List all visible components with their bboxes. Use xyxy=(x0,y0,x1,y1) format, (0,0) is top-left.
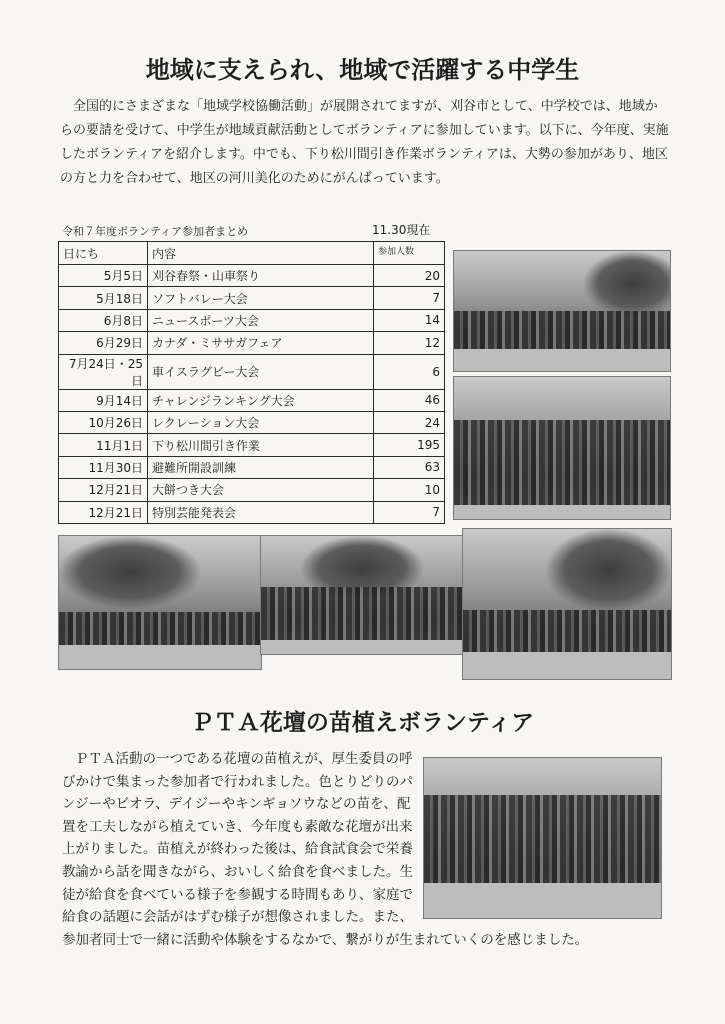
cell-content: 下り松川間引き作業 xyxy=(148,434,374,456)
cell-date: 11月1日 xyxy=(59,434,148,456)
cell-date: 10月26日 xyxy=(59,411,148,433)
cell-date: 5月18日 xyxy=(59,287,148,309)
table-row xyxy=(59,265,445,287)
cell-date: 11月30日 xyxy=(59,456,148,478)
cell-date: 5月5日 xyxy=(59,265,148,287)
table-row xyxy=(59,479,445,501)
intro-paragraph: 全国的にさまざまな「地域学校協働活動」が展開されてますが、刈谷市として、中学校では、地域からの要請を受けて、中学生が地域貢献活動としてボランティアに参加しています。以下に、今年度、実施したボランティアを紹介します。中でも、下り松川間引き作業ボランティアは、大勢の参加があり、地区の方と力を合わせて、地区の河川美化のためにがんばっています。 xyxy=(60,99,669,186)
table-row xyxy=(59,389,445,411)
cell-count: 195 xyxy=(374,434,445,456)
volunteer-summary-table xyxy=(58,241,445,524)
photo-flower-bed-planting xyxy=(423,757,662,919)
cell-count: 10 xyxy=(374,479,445,501)
cell-count: 24 xyxy=(374,411,445,433)
cell-content: 刈谷春祭・山車祭り xyxy=(148,265,374,287)
table-row xyxy=(59,332,445,354)
table-row xyxy=(59,287,445,309)
header-count: 参加人数 xyxy=(374,242,445,265)
cell-content: 特別芸能発表会 xyxy=(148,501,374,523)
table-row xyxy=(59,309,445,331)
cell-count: 12 xyxy=(374,332,445,354)
photo-river-cleanup-truck-bed xyxy=(462,528,672,680)
cell-date: 12月21日 xyxy=(59,501,148,523)
header-date: 日にち xyxy=(59,242,148,265)
photo-volunteer-event xyxy=(453,376,671,520)
cell-content: 避難所開設訓練 xyxy=(148,456,374,478)
table-as-of-date: 11.30現在 xyxy=(372,223,431,237)
table-row xyxy=(59,501,445,523)
table-row xyxy=(59,354,445,389)
cell-date: 9月14日 xyxy=(59,389,148,411)
cell-content: カナダ・ミササガフェア xyxy=(148,332,374,354)
table-header-row xyxy=(59,242,445,265)
cell-count: 14 xyxy=(374,309,445,331)
pta-paragraph-last-line: 参加者同士で一緒に活動や体験をするなかで、繋がりが生まれていくのを感じました。 xyxy=(62,932,589,948)
section-title-community: 地域に支えられ、地域で活躍する中学生 xyxy=(145,56,580,84)
cell-content: 大餅つき大会 xyxy=(148,479,374,501)
cell-content: ニュースポーツ大会 xyxy=(148,309,374,331)
cell-date: 6月8日 xyxy=(59,309,148,331)
pta-paragraph: ＰＴＡ活動の一つである花壇の苗植えが、厚生委員の呼びかけで集まった参加者で行われました。色とりどりのパンジーやビオラ、デイジーやキンギョソウなどの苗を、配置を工夫しながら植えていき、今年度も素敵な花壇が出来上がりました。苗植えが終わった後は、給食試食会で栄養教諭から話を聞きながら、おいしく給食を食べました。生徒が給食を食べている様子を参観する時間もあり、家庭で給食の話題に会話がはずむ様子が想像されました。また、 xyxy=(62,751,413,926)
cell-count: 20 xyxy=(374,265,445,287)
cell-date: 6月29日 xyxy=(59,332,148,354)
cell-date: 7月24日・25日 xyxy=(59,354,148,389)
cell-content: レクレーション大会 xyxy=(148,411,374,433)
cell-count: 7 xyxy=(374,287,445,309)
header-content: 内容 xyxy=(148,242,374,265)
cell-content: 車イスラグビー大会 xyxy=(148,354,374,389)
photo-festival-float xyxy=(453,250,671,372)
cell-count: 7 xyxy=(374,501,445,523)
cell-count: 46 xyxy=(374,389,445,411)
photo-group xyxy=(260,535,464,655)
cell-count: 63 xyxy=(374,456,445,478)
cell-content: チャレンジランキング大会 xyxy=(148,389,374,411)
table-caption: 令和７年度ボランティア参加者まとめ xyxy=(62,225,249,238)
photo-river-cleanup-trucks xyxy=(58,535,262,670)
table-row xyxy=(59,434,445,456)
cell-count: 6 xyxy=(374,354,445,389)
cell-date: 12月21日 xyxy=(59,479,148,501)
table-row xyxy=(59,456,445,478)
section-title-pta: ＰＴＡ花壇の苗植えボランティア xyxy=(190,710,535,736)
table-row xyxy=(59,411,445,433)
cell-content: ソフトバレー大会 xyxy=(148,287,374,309)
